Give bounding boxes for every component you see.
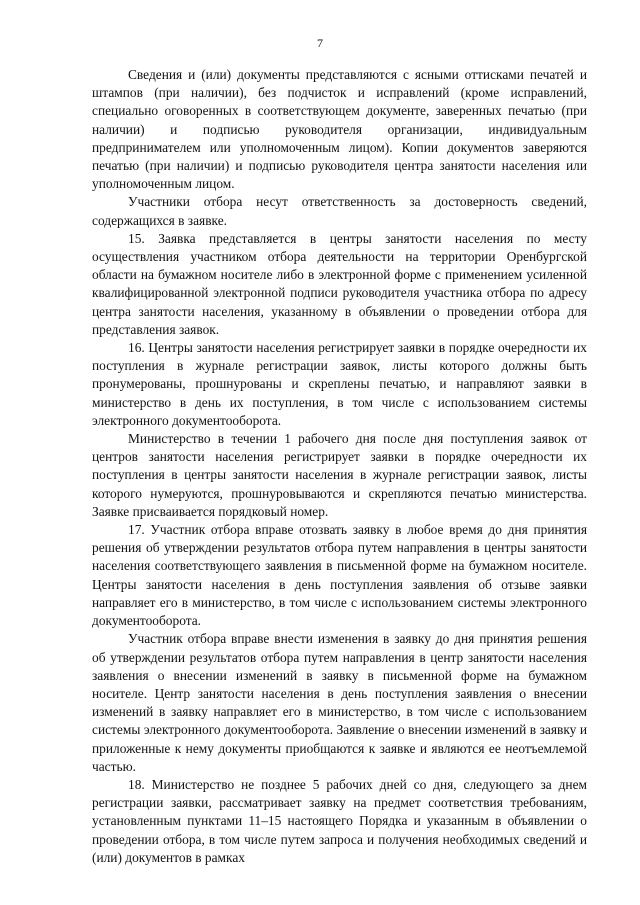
paragraph-16-registration: 16. Центры занятости населения регистрирует заявки в порядке очередности их поступления в журнале регистрации заявок, листы которого должны быть пронумерованы, прошнурованы и скреплены печатью, и направляют заявки в министерство в день их поступления, в том числе с использованием системы электронного документооборота. [92, 340, 587, 428]
paragraph-amendments: Участник отбора вправе внести изменения в заявку до дня принятия решения об утверждении результатов отбора путем направления в центр занятости населения заявления о внесении изменений в заявку в письменной форме на бумажном носителе. Центр занятости населения в день поступления заявления о внесении изменений в заявку направляет его в министерство, в том числе с использованием системы электронного документооборота. Заявление о внесении изменений в заявку и приложенные к нему документы приобщаются к заявке и являются ее неотъемлемой частью. [92, 631, 587, 774]
page-number: 7 [317, 36, 323, 50]
paragraph-18-review: 18. Министерство не позднее 5 рабочих дней со дня, следующего за днем регистрации заявки, рассматривает заявку на предмет соответствия требованиям, установленным пунктами 11–15 настоящего Порядка и указанным в объявлении о проведении отбора, в том числе путем запроса и получения необходимых сведений и (или) документов в рамках [92, 776, 587, 865]
paragraph-participant-responsibility: Участники отбора несут ответственность за достоверность сведений, содержащихся в заявке. [92, 194, 587, 228]
paragraph-ministry-registration: Министерство в течении 1 рабочего дня после дня поступления заявок от центров занятости населения регистрирует заявки в порядке очередности их поступления в центры занятости населения в журнале регистрации заявок, листы которого нумеруются, прошнуровываются и скрепляются печатью министерства. Заявке присваивается порядковый номер. [92, 431, 587, 519]
paragraph-15-application-submission: 15. Заявка представляется в центры занятости населения по месту осуществления участником отбора деятельности на территории Оренбургской области на бумажном носителе либо в электронной форме с применением усиленной квалифицированной электронной подписи руководителя участника отбора по адресу центра занятости населения, указанному в объявлении о проведении отбора для представления заявок. [92, 230, 587, 337]
paragraph-documents-requirements: Сведения и (или) документы представляются с ясными оттисками печатей и штампов (при наличии), без подчисток и исправлений (кроме исправлений, специально оговоренных в соответствующем документе, заверенных печатью (при наличии) и подписью руководителя организации, индивидуальным предпринимателем или уполномоченным лицом). Копии документов заверяются печатью (при наличии) и подписью руководителя центра занятости населения или уполномоченным лицом. [92, 67, 587, 192]
paragraph-17-withdrawal: 17. Участник отбора вправе отозвать заявку в любое время до дня принятия решения об утверждении результатов отбора путем направления в центры занятости населения соответствующего заявления в письменной форме на бумажном носителе. Центры занятости населения в день поступления заявления об отзыве заявки направляет его в министерство, в том числе с использованием системы электронного документооборота. [92, 522, 587, 629]
document-body [92, 66, 587, 867]
